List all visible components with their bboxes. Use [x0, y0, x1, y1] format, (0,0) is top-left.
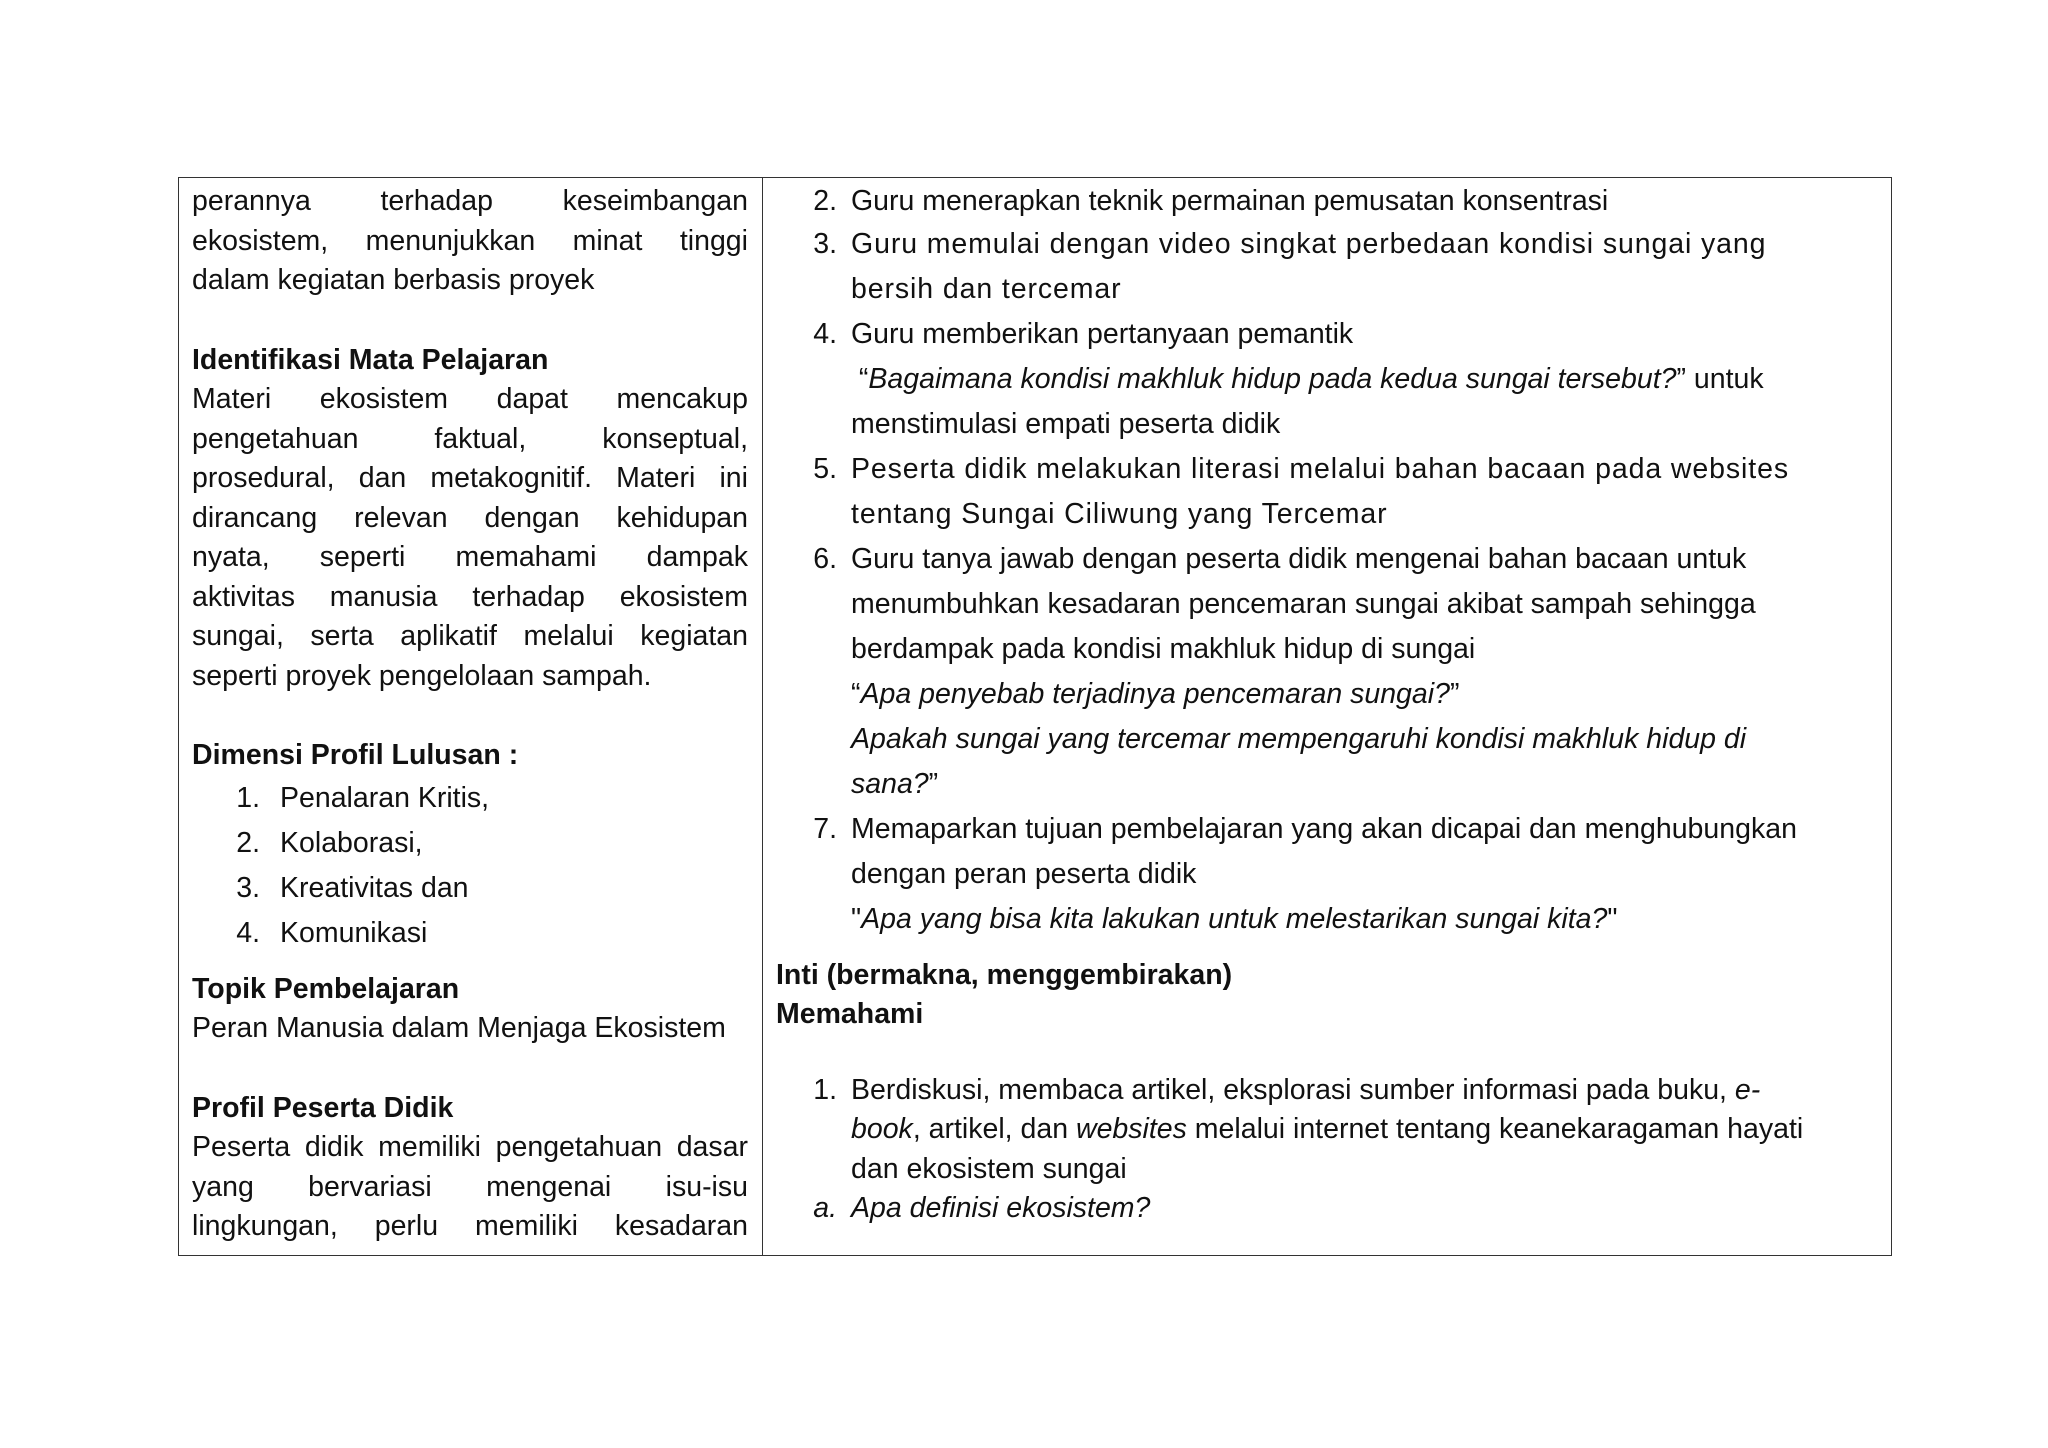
mapel-line: prosedural, dan metakognitif. Materi ini — [192, 462, 748, 494]
list-item: 1. Penalaran Kritis, — [236, 781, 490, 814]
question-text: Apa yang bisa kita lakukan untuk melestarikan sungai kita? — [861, 902, 1608, 935]
profil-line: Peserta didik memiliki pengetahuan dasar — [192, 1131, 748, 1163]
pemantik-question: Bagaimana kondisi makhluk hidup pada kedua sungai tersebut? — [868, 362, 1677, 395]
profil-heading: Profil Peserta Didik — [192, 1091, 454, 1124]
question-text: Apa definisi ekosistem? — [851, 1192, 1151, 1224]
left-column-cell — [179, 178, 763, 1256]
mapel-line: aktivitas manusia terhadap ekosistem — [192, 580, 748, 613]
mapel-heading: Identifikasi Mata Pelajaran — [192, 343, 549, 376]
mapel-line: pengetahuan faktual, konseptual, — [192, 422, 748, 455]
mapel-line: seperti proyek pengelolaan sampah. — [192, 659, 652, 692]
profil-line: yang bervariasi mengenai isu-isu — [192, 1170, 748, 1203]
list-item: 1. Berdiskusi, membaca artikel, eksplorasi sumber informasi pada buku, e- book, artikel, dan websites melalui internet tentang keanekaragaman hayati dan ekosistem sungai — [813, 1073, 1804, 1185]
list-item: a. Apa definisi ekosistem? — [776, 1189, 1871, 1229]
list-item: 4. Komunikasi — [236, 916, 428, 949]
dimensi-list — [192, 776, 748, 956]
list-item: 2. Guru menerapkan teknik permainan pemusatan konsentrasi — [813, 185, 1609, 217]
mapel-line: Materi ekosistem dapat mencakup — [192, 383, 748, 415]
mapel-line: dirancang relevan dengan kehidupan — [192, 501, 748, 534]
intro-line: ekosistem, menunjukkan minat tinggi — [192, 224, 748, 257]
profil-line: lingkungan, perlu memiliki kesadaran — [192, 1210, 748, 1242]
inti-heading: Inti (bermakna, menggembirakan) — [776, 958, 1233, 991]
list-item: 4. Guru memberikan pertanyaan pemantik “Bagaimana kondisi makhluk hidup pada kedua sungai tersebut?” untuk menstimulasi empati peserta didik — [813, 317, 1764, 440]
mapel-line: sungai, serta aplikatif melalui kegiatan — [192, 620, 748, 652]
intro-line: perannya terhadap keseimbangan — [192, 185, 748, 217]
list-item: 3. Kreativitas dan — [236, 871, 469, 904]
question-text: Apakah sungai yang tercemar mempengaruhi kondisi makhluk hidup di — [851, 722, 1747, 755]
intro-line: dalam kegiatan berbasis proyek — [192, 264, 595, 296]
mapel-line: nyata, seperti memahami dampak — [192, 541, 748, 573]
lesson-plan-table — [178, 177, 1892, 1256]
table-row — [179, 178, 1892, 1256]
memahami-heading: Memahami — [776, 998, 924, 1030]
list-item: 3. Guru memulai dengan video singkat perbedaan kondisi sungai yang bersih dan tercemar — [813, 227, 1767, 305]
list-item: 6. Guru tanya jawab dengan peserta didik mengenai bahan bacaan untuk menumbuhkan kesadaran pencemaran sungai akibat sampah sehingga berdampak pada kondisi makhluk hidup di sungai “Apa penyebab terjadinya pencemaran sungai?” Apakah sungai yang tercemar mempengaruhi kondisi makhluk hidup di sana?” — [813, 542, 1756, 800]
question-text: Apa penyebab terjadinya pencemaran sungai? — [860, 677, 1450, 710]
dimensi-heading: Dimensi Profil Lulusan : — [192, 739, 519, 771]
list-item: 5. Peserta didik melakukan literasi melalui bahan bacaan pada websites tentang Sungai Ciliwung yang Tercemar — [813, 452, 1789, 530]
list-item: 7. Memaparkan tujuan pembelajaran yang akan dicapai dan menghubungkan dengan peran peserta didik "Apa yang bisa kita lakukan untuk melestarikan sungai kita?" — [813, 812, 1797, 935]
right-column-cell — [763, 178, 1892, 1256]
topik-text: Peran Manusia dalam Menjaga Ekosistem — [192, 1012, 726, 1044]
topik-heading: Topik Pembelajaran — [192, 972, 460, 1005]
list-item: 2. Kolaborasi, — [236, 826, 423, 859]
